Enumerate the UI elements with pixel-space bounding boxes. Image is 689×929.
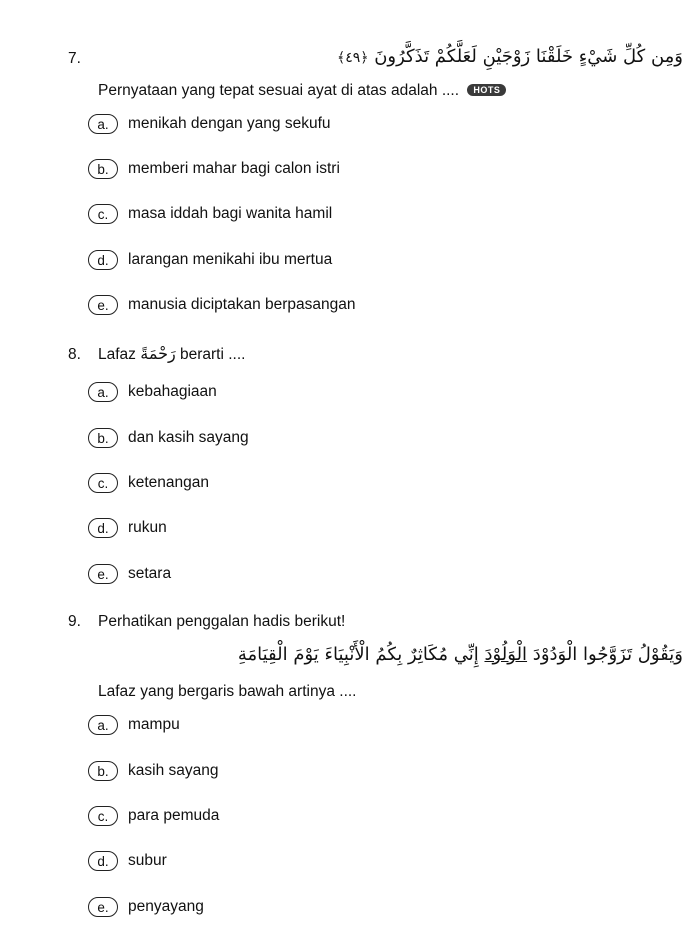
option-letter: b.: [88, 428, 118, 448]
option-letter: e.: [88, 897, 118, 917]
option-text: penyayang: [128, 898, 204, 915]
option-text: larangan menikahi ibu mertua: [128, 251, 333, 268]
q9-option-d[interactable]: [88, 849, 167, 873]
option-letter: a.: [88, 715, 118, 735]
option-text: kebahagiaan: [128, 383, 217, 400]
q7-option-d[interactable]: [88, 248, 332, 272]
option-text: menikah dengan yang sekufu: [128, 115, 331, 132]
q9-hadith: [238, 644, 683, 665]
option-text: subur: [128, 852, 167, 869]
q8-stem: [98, 344, 245, 364]
q8-option-c[interactable]: [88, 471, 209, 495]
q7-number: 7.: [68, 50, 81, 67]
q9-number: 9.: [68, 613, 81, 630]
option-text: mampu: [128, 716, 180, 733]
q7-option-c[interactable]: [88, 202, 332, 226]
q9-sub-stem: Lafaz yang bergaris bawah artinya ....: [98, 683, 357, 700]
q7-option-e[interactable]: [88, 293, 356, 317]
hadith-underlined-word: الْوَلُوْدَ: [484, 644, 528, 665]
q7-option-a[interactable]: [88, 112, 331, 136]
q7-arabic-verse: [337, 46, 683, 67]
option-text: memberi mahar bagi calon istri: [128, 160, 340, 177]
q9-option-b[interactable]: [88, 759, 218, 783]
q8-option-a[interactable]: [88, 380, 217, 404]
q7-option-b[interactable]: [88, 157, 340, 181]
option-text: masa iddah bagi wanita hamil: [128, 205, 333, 222]
option-text: para pemuda: [128, 807, 220, 824]
option-letter: d.: [88, 518, 118, 538]
hots-badge: HOTS: [467, 84, 506, 96]
option-letter: c.: [88, 204, 118, 224]
hadith-part-1: وَيَقُوْلُ تَزَوَّجُوا الْوَدُوْدَ: [532, 644, 683, 665]
q8-option-d[interactable]: [88, 516, 167, 540]
q9-option-a[interactable]: [88, 713, 180, 737]
option-letter: c.: [88, 473, 118, 493]
option-letter: b.: [88, 159, 118, 179]
option-text: manusia diciptakan berpasangan: [128, 296, 356, 313]
option-text: dan kasih sayang: [128, 429, 249, 446]
q7-stem-text: Pernyataan yang tepat sesuai ayat di atas adalah ....: [98, 82, 460, 99]
option-letter: e.: [88, 295, 118, 315]
q9-stem: Perhatikan penggalan hadis berikut!: [98, 613, 346, 630]
option-letter: d.: [88, 250, 118, 270]
option-text: kasih sayang: [128, 762, 219, 779]
q8-option-e[interactable]: [88, 562, 171, 586]
option-text: rukun: [128, 519, 167, 536]
option-text: ketenangan: [128, 474, 210, 491]
option-letter: b.: [88, 761, 118, 781]
option-letter: e.: [88, 564, 118, 584]
hadith-part-2: إِنِّي مُكَاثِرٌ بِكُمُ الْأَنْبِيَاءَ يَوْمَ الْقِيَامَةِ: [237, 644, 479, 665]
q7-arabic-text: وَمِن كُلِّ شَيْءٍ خَلَقْنَا زَوْجَيْنِ لَعَلَّكُمْ تَذَكَّرُونَ: [374, 46, 683, 67]
ayat-number-marker: ﴿٤٩﴾: [337, 50, 369, 66]
q8-arabic-word: رَحْمَةً: [140, 344, 176, 363]
q8-stem-suffix: berarti ....: [180, 346, 246, 363]
option-text: setara: [128, 565, 172, 582]
q7-stem: [98, 82, 506, 100]
option-letter: d.: [88, 851, 118, 871]
q9-option-c[interactable]: [88, 804, 219, 828]
option-letter: a.: [88, 382, 118, 402]
q8-number: 8.: [68, 346, 81, 363]
q8-stem-prefix: Lafaz: [98, 346, 136, 363]
option-letter: c.: [88, 806, 118, 826]
q8-option-b[interactable]: [88, 426, 249, 450]
option-letter: a.: [88, 114, 118, 134]
q9-option-e[interactable]: [88, 895, 204, 919]
